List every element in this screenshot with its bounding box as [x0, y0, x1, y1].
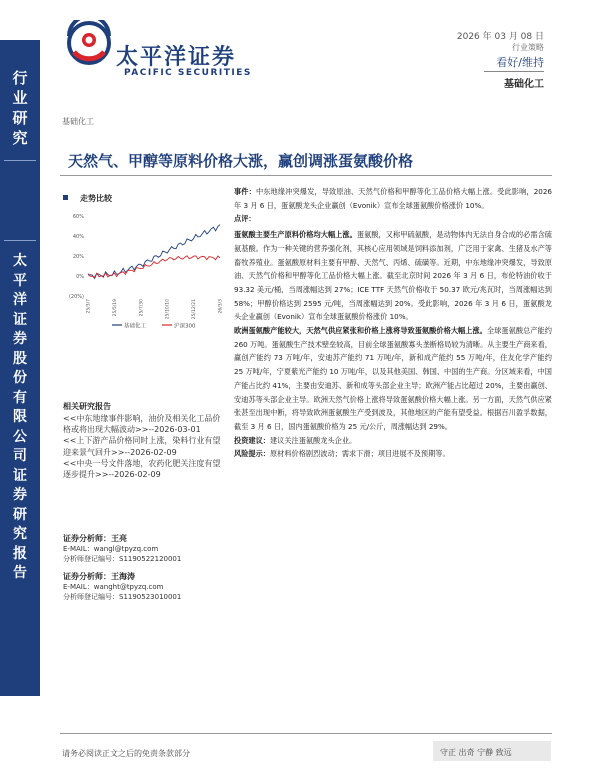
x-tick-label: 25/12/21: [192, 299, 198, 320]
investment-advice: [234, 434, 552, 448]
x-tick-label: 26/3/3: [218, 299, 224, 314]
risk-text: 原材料价格剧烈波动；需求下滑；项目进展不及预期等。: [269, 449, 450, 459]
sector-name: 基础化工: [504, 79, 544, 90]
paragraph-europe-capacity: [234, 324, 552, 434]
report-date: 2026 年 03 月 08 日: [456, 32, 544, 42]
comment-label: 点评：: [234, 214, 256, 224]
risk-warning: [234, 447, 552, 461]
section-marker-icon: [63, 195, 68, 200]
event-text: 中东地缘冲突爆发，导致原油、天然气价格和甲醇等化工品价格大幅上涨。受此影响，2026 年 3 月 6 日，蛋氨酸龙头企业赢创（Evonik）宣布全球蛋氨酸价格涨价 10%。: [234, 187, 552, 210]
related-reports-list: [63, 413, 225, 480]
page-title: 天然气、甲醇等原料价格大涨，赢创调涨蛋氨酸价格: [68, 152, 414, 170]
side-band: [0, 40, 40, 696]
band-divider: [4, 240, 36, 241]
logo-name-cn: 太平洋证券: [116, 45, 237, 70]
x-tick-label: 25/5/19: [112, 299, 118, 317]
risk-label: 风险提示：: [234, 449, 270, 459]
investment-text: 建议关注蛋氨酸龙头企业。: [269, 435, 357, 445]
y-tick-label: 60%: [72, 214, 84, 220]
legend-label-index: 沪深300: [174, 323, 196, 330]
x-tick-label: 25/7/30: [139, 299, 145, 317]
investment-label: 投资建议：: [234, 435, 270, 445]
series-line-index: [88, 256, 220, 277]
related-reports-heading: 相关研究报告: [63, 402, 111, 411]
report-body: [234, 185, 552, 461]
report-type: 行业策略: [512, 43, 544, 52]
company-motto: 守正 出奇 宁静 致远: [440, 748, 512, 757]
analyst-card: [63, 571, 233, 602]
legend-label-sector: 基础化工: [124, 323, 147, 330]
trend-chart-label: 走势比较: [80, 194, 112, 203]
paragraph-heading: 蛋氨酸主要生产原料价格均大幅上涨。: [234, 230, 357, 240]
logo-name-en: PACIFIC SECURITIES: [124, 68, 252, 78]
paragraph-text: 全球蛋氨酸总产能约 260 万吨。蛋氨酸生产技术壁垒较高，目前全球蛋氨酸寡头垄断格局较为清晰。从主要生产商来看，赢创产能约 73 万吨/年，安迪苏产能约 71 万吨/年，新和成产能约 55 万吨/年，住友化学产能约 25 万吨/年，宁夏紫光产能约 10 万吨/年，以及其他美国、韩国、中国的生产商。分区域来看，中国产能占比约 41%，主要由安迪苏、新和成等头部企业主导；欧洲产能占比超过 20%，主要由赢创、安迪苏等头部企业主导。欧洲天然气价格上涨将导致蛋氨酸价格大幅上涨。另一方面，天然气供应紧张甚至出现中断，将导致欧洲蛋氨酸生产受到波及，其他地区的产能有望受益。根据百川盈孚数据，截至 3 月 6 日，国内蛋氨酸价格为 25 元/公斤，周涨幅达到 29%。: [234, 326, 552, 431]
band-divider: [4, 160, 36, 161]
title-divider: [60, 175, 552, 176]
event-label: 事件：: [234, 187, 256, 196]
y-tick-label: 40%: [72, 234, 84, 240]
related-report-link[interactable]: <<中央一号文件落地，农药化肥关注度有望逐步提升>>--2026-02-09: [63, 458, 221, 480]
band-label-bottom: 太 平 洋 证 券 股 份 有 限 公 司 证 券 研 究 报 告: [13, 253, 27, 581]
paragraph-heading: 欧洲蛋氨酸产能较大，天然气供应紧张和价格上涨将导致蛋氨酸价格大幅上涨。: [234, 326, 487, 336]
series-line-sector: [88, 225, 220, 279]
header-divider: [484, 71, 544, 72]
analyst-cert: 分析师登记编号：S1190523010001: [63, 592, 182, 601]
event-paragraph: [234, 185, 552, 212]
analyst-email[interactable]: E-MAIL：wangl@tpyzq.com: [63, 545, 159, 553]
related-report-link[interactable]: <<中东地缘事件影响，油价及相关化工品价格或将出现大幅波动>>--2026-03-01: [63, 414, 221, 435]
company-logo-icon: [66, 20, 112, 66]
disclaimer-note: 请务必阅读正文之后的免责条款部分: [62, 749, 190, 758]
y-tick-label: 20%: [72, 254, 84, 260]
footer-divider: [60, 733, 552, 734]
analyst-name: 证券分析师：王亮: [63, 534, 127, 543]
paragraph-text: 蛋氨酸，又称甲硫氨酸，是动物体内无法自身合成的必需含硫氨基酸。作为一种关键的营养强化剂，其核心应用领域是饲料添加剂，广泛用于家禽、生猪及水产等畜牧养殖业。蛋氨酸原材料主要有甲醇、天然气、丙烯、硫磺等。近期，中东地缘冲突爆发，导致原油、天然气价格和甲醇等化工品价格大幅上涨。截至北京时间 2026 年 3 月 6 日，布伦特油价收于 93.32 美元/桶，当周涨幅达到 27%；ICE TTF 天然气价格收于 50.37 欧元/兆瓦时，当周涨幅达到 58%；甲醇价格达到 2595 元/吨，当周涨幅达到 20%。受此影响，2026 年 3 月 6 日，蛋氨酸龙头企业赢创（Evonik）宣布全球蛋氨酸价格涨价 10%。: [234, 230, 552, 322]
analyst-cert: 分析师登记编号：S1190522120001: [63, 554, 182, 563]
related-report-link[interactable]: <<上下游产品价格同时上涨，染料行业有望迎来景气回升>>--2026-02-09: [63, 436, 221, 457]
analyst-card: [63, 533, 233, 564]
band-label-top: 行 业 研 究: [12, 69, 28, 147]
y-tick-label: (20%): [68, 294, 84, 300]
trend-chart: [60, 208, 230, 336]
rating: 看好/维持: [496, 56, 544, 69]
x-tick-label: 25/10/10: [165, 299, 171, 320]
x-tick-label: 25/3/7: [86, 299, 92, 314]
paragraph-raw-materials: [234, 228, 552, 324]
analyst-email[interactable]: E-MAIL：wanght@tpyzq.com: [63, 583, 164, 591]
analyst-name: 证券分析师：王海涛: [63, 572, 135, 581]
y-tick-label: 0%: [76, 274, 84, 280]
breadcrumb: 基础化工: [62, 117, 94, 126]
